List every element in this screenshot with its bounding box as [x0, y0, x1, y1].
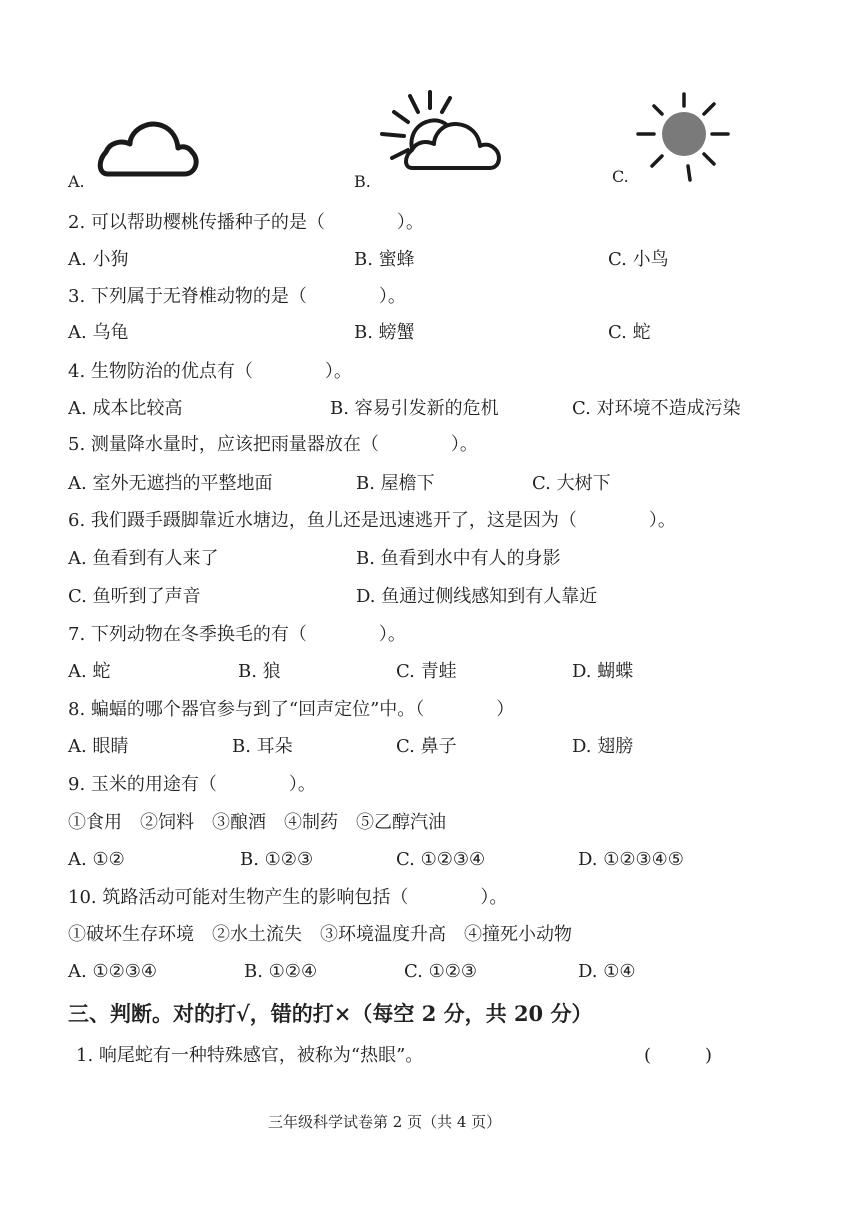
question-2: 2. 可以帮助樱桃传播种子的是（ ）。 — [68, 212, 424, 233]
q10-option-a: A. ①②③④ — [68, 961, 157, 982]
q2-option-b: B. 蜜蜂 — [354, 249, 415, 270]
q4-option-c: C. 对环境不造成污染 — [572, 398, 741, 419]
q7-option-b: B. 狼 — [238, 661, 281, 682]
q9-option-a: A. ①② — [68, 849, 125, 870]
question-9: 9. 玉米的用途有（ ）。 — [68, 774, 316, 795]
q9-option-d: D. ①②③④⑤ — [578, 849, 684, 870]
q1-option-b-label: B. — [354, 172, 371, 191]
q8-option-d: D. 翅膀 — [572, 736, 634, 757]
q3-option-b: B. 螃蟹 — [354, 322, 415, 343]
partly-sunny-icon — [378, 92, 502, 174]
q9-option-c: C. ①②③④ — [396, 849, 486, 870]
q5-option-b: B. 屋檐下 — [356, 473, 435, 494]
q7-option-d: D. 蝴蝶 — [572, 661, 634, 682]
q7-option-a: A. 蛇 — [68, 661, 111, 682]
q10-option-b: B. ①②④ — [244, 961, 318, 982]
q3-option-c: C. 蛇 — [608, 322, 651, 343]
question-10-items: ①破坏生存环境 ②水土流失 ③环境温度升高 ④撞死小动物 — [68, 924, 572, 945]
sunny-icon — [632, 92, 736, 184]
q2-option-a: A. 小狗 — [68, 249, 129, 270]
section-3-question-1: 1. 响尾蛇有一种特殊感官，被称为“热眼”。 — [76, 1045, 424, 1066]
q10-option-c: C. ①②③ — [404, 961, 477, 982]
question-8: 8. 蝙蝠的哪个器官参与到了“回声定位”中。（ ） — [68, 699, 515, 720]
q10-option-d: D. ①④ — [578, 961, 636, 982]
question-10: 10. 筑路活动可能对生物产生的影响包括（ ）。 — [68, 887, 508, 908]
section-3-title: 三、判断。对的打√，错的打×（每空 2 分，共 20 分） — [68, 1001, 593, 1026]
q1-option-c-label: C. — [612, 167, 629, 186]
page-footer: 三年级科学试卷第 2 页（共 4 页） — [268, 1113, 502, 1131]
q9-option-b: B. ①②③ — [240, 849, 314, 870]
q6-option-c: C. 鱼听到了声音 — [68, 586, 201, 607]
q5-option-c: C. 大树下 — [532, 473, 611, 494]
question-3: 3. 下列属于无脊椎动物的是（ ）。 — [68, 286, 406, 307]
q6-option-d: D. 鱼通过侧线感知到有人靠近 — [356, 586, 598, 607]
section-3-q1-answer-blank[interactable]: ( ) — [644, 1045, 713, 1066]
q8-option-b: B. 耳朵 — [232, 736, 293, 757]
question-4: 4. 生物防治的优点有（ ）。 — [68, 361, 352, 382]
q6-option-b: B. 鱼看到水中有人的身影 — [356, 548, 561, 569]
question-6: 6. 我们蹑手蹑脚靠近水塘边，鱼儿还是迅速逃开了，这是因为（ ）。 — [68, 510, 676, 531]
q5-option-a: A. 室外无遮挡的平整地面 — [68, 473, 273, 494]
q6-option-a: A. 鱼看到有人来了 — [68, 548, 219, 569]
question-7: 7. 下列动物在冬季换毛的有（ ）。 — [68, 624, 406, 645]
q4-option-a: A. 成本比较高 — [68, 398, 183, 419]
cloudy-icon — [96, 112, 200, 180]
q8-option-a: A. 眼睛 — [68, 736, 129, 757]
question-9-items: ①食用 ②饲料 ③酿酒 ④制药 ⑤乙醇汽油 — [68, 812, 446, 833]
q8-option-c: C. 鼻子 — [396, 736, 457, 757]
q3-option-a: A. 乌龟 — [68, 322, 129, 343]
q2-option-c: C. 小鸟 — [608, 249, 669, 270]
question-5: 5. 测量降水量时，应该把雨量器放在（ ）。 — [68, 434, 478, 455]
q1-option-a-label: A. — [68, 172, 85, 191]
q7-option-c: C. 青蛙 — [396, 661, 457, 682]
q4-option-b: B. 容易引发新的危机 — [330, 398, 499, 419]
